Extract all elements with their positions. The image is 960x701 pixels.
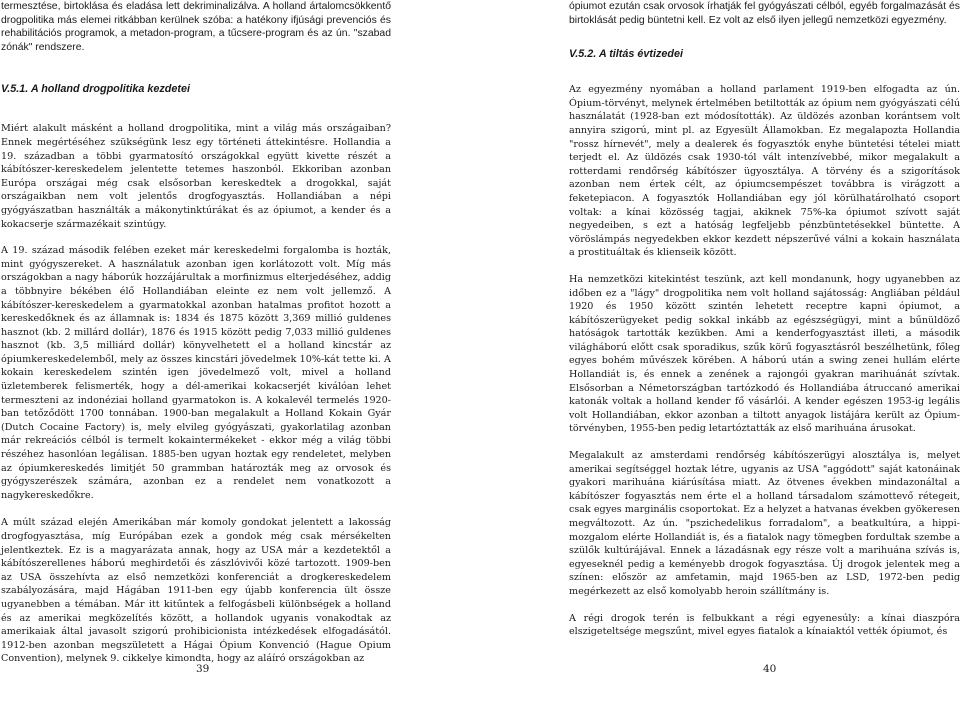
right-page-paragraph-3: Megalakult az amsterdami rendőrség kábítószerügyi alosztálya is, melyet amerikai segítséggel hoztak létre, ugyanis az USA "aggódott" saját katonáinak gyakori marihuána kiárúsítása miatt. Az ötvenes években mindazonáltal a kábítószer fogyasztás nem érte el a holland társadalom számottevő rétegeit, csak egyes marginális csoportokat. Ez a helyzet a hatvanas években gyökeresen megváltozott. Az ún. "pszichedelikus forradalom", a beatkultúra, a hippi-mozgalom elérte Hollandiát is, és a fiatalok nagy tömegben fordultak szembe a szülők kultúrájával. Ennek a lázadásnak egy része volt a marihuána szívás is, egyeseknél pedig a keményebb drogok fogyasztása. Új drogok jelentek meg a színen: először az amfetamin, majd 1965-ben az LSD, 1972-ben pedig megérkezett az első komolyabb heroin szállítmány is. [569, 450, 960, 597]
left-page-paragraph-2: A 19. század második felében ezeket már kereskedelmi forgalomba is hozták, mint gyógyszereket. A használatuk azonban igen korlátozott volt. Míg más országokban a nagy háborúk hozzájárultak a morfinizmus elterjedéséhez, addig a többnyire békében élő Hollandiában eleinte ez nem volt jellemző. A kábítószer-kereskedelem a gyarmatokkal azonban hatalmas profitot hozott a kereskedőknek és az államnak is: 1834 és 1875 között 3,369 millió guldenes hasznot (kb. 2 millárd dollár), 1876 és 1915 között pedig 7,033 millió guldenes hasznot (kb. 3,5 milliárd dollár) könyvelhetett el a holland kincstár az ópiumkereskedelemből, mely az összes kincstári jövedelmek 10%-kát tette ki. A kokain kereskedelem szintén igen jövedelmező volt, mivel a holland üzletemberek felismerték, hogy a dél-amerikai kokacserjét kiválóan lehet termeszteni az indonéziai holland gyarmatokon is. A kokalevél termelés 1920-ban tetőződött 1700 tonnában. 1900-ban megalakult a Holland Kokain Gyár (Dutch Cocaine Factory) is, mely elvileg gyógyászati, gyakorlatilag azonban már rekreációs célból is termelt kokaintermékeket - ekkor még a világ többi részéhez hasonlóan legálisan. 1885-ben ugyan hoztak egy rendeletet, melyben az ópiumkereskedés limitjét 50 grammban határozták meg az orvosok és gyógyszerészek számára, azonban ez a rendelet nem vonatkozott a nagykereskedőkre. [1, 245, 391, 501]
left-page-paragraph-3: A múlt század elején Amerikában már komoly gondokat jelentett a lakosság drogfogyasztása, míg Európában ezek a gondok még csak mérsékelten jelentkeztek. Ez is a magyarázata annak, hogy az USA már a kezdetektől a kábítószerellenes háború meghirdetői és zászlóvivői közé tartozott. 1909-ben az USA összehívta az első nemzetközi konferenciát a drogkereskedelem szabályozására, majd Hágában 1911-ben egy újabb konferencia ült össze ugyanebben a témában. Már itt kitűntek a felfogásbeli különbségek a holland és az amerikai megközelítés között, a hollandok ugyanis vonakodtak az amerikaiak által javasolt szigorú prohibicionista intézkedések elfogadásától. 1912-ben azonban megszületett a Hágai Ópium Konvenció (Hague Opium Convention), melynek 9. cikkelye kimondta, hogy az aláíró országokban az [1, 517, 391, 665]
right-page-intro: ópiumot ezután csak orvosok írhatják fel gyógyászati célból, egyéb forgalmazását és birtoklását pedig büntetni kell. Ez volt az első ilyen jellegű nemzetközi egyezmény. [569, 1, 960, 26]
section-heading-v51: V.5.1. A holland drogpolitika kezdetei [1, 83, 190, 96]
right-page-paragraph-2: Ha nemzetközi kitekintést teszünk, azt kell mondanunk, hogy ugyanebben az időben ez a "lágy" drogpolitika nem volt holland sajátosság: Angliában például 1920 és 1950 között szintén lehetett receptre kapni ópiumot, a kábítószerügyeket pedig sokkal inkább az egészségügyi, mint a bűnüldöző hatóságok tartották kezükben. Ami a kenderfogyasztást illeti, a második világháború előtt csak sporadikus, szűk körű fogyasztásról beszélhetünk, főleg egyes bohém művészek körében. A háború után a swing zenei hullám elérte Hollandiát is, és ennek a zenének a rajongói gyakran marihuánát szívtak. Elsősorban a Németországban tartózkodó és Hollandiába átruccanó amerikai katonák voltak a holland kender fő vásárlói. A kender egészen 1953-ig legális volt Hollandiában, ekkor azonban a tiltott anyagok listájára került az Ópium-törvényben, 1955-ben pedig letartóztatták az első marihuána árusokat. [569, 273, 960, 435]
left-page-paragraph-1: Miért alakult másként a holland drogpolitika, mint a világ más országaiban? Ennek megértéséhez szükségünk lesz egy történeti áttekintésre. Hollandia a 19. században a többi gyarmatosító országokkal együtt kivette részét a kábítószer-kereskedelem jelentette tetemes haszonból. Ekkoriban azonban Európa országai még csak elsősorban kereskedtek a drogokkal, saját országaikban nem volt jelentős drogfogyasztás. Hollandiában a népi gyógyászatban használták a mákonytinktúrákat és az ópiumot, a kender és a kokacserje származékait szintúgy. [1, 123, 391, 230]
right-page-paragraph-1: Az egyezmény nyomában a holland parlament 1919-ben elfogadta az ún. Ópium-törvényt, melynek értelmében betiltották az ópium nem gyógyászati célú használatát (1928-ban ezt módosították). Az üldözés azonban korántsem volt annyira szigorú, mint pl. az Egyesült Államokban. Ez megalapozta Hollandia "rossz hírnevét", mely a dealerek és fogyasztók enyhe büntetési tételei miatt terjedt el. Az üldözés csak 1930-tól vált intenzívebbé, mikor megalakult a rotterdami rendőrség kábítószer ügyosztálya. A törvény és a szigorítások azonban nem értek célt, az ópiumcsempészet továbbra is virágzott a feketepiacon. A fogyasztók Hollandiában egy jól körülhatárolható csoport voltak: a kínai közösség tagjai, akiknek 75%-ka ópiumot szívott saját negyedeiben, s ezt a hatóság legfeljebb pénzbüntetésekkel büntette. A vöröslámpás negyedekben ekkor kezdett népszerűvé válni a kokain használata a prostituáltak és klienseik között. [569, 84, 960, 259]
page-number: 39 [196, 663, 210, 675]
left-page [1, 0, 391, 666]
left-page-intro: termesztése, birtoklása és eladása lett dekriminalizálva. A holland ártalomcsökkentő drogpolitika más elemei ritkábban kerülnek szóba: a hatékony ifjúsági prevenciós és rehabilitációs programok, a metadon-program, a tűcsere-program és az ún. "szabad zónák" rendszere. [1, 1, 391, 53]
section-heading-v52: V.5.2. A tiltás évtizedei [569, 48, 684, 61]
page-number: 40 [763, 663, 777, 675]
right-page [569, 0, 960, 639]
right-page-paragraph-4: A régi drogok terén is felbukkant a régi egyenesúly: a kínai diaszpóra elszigeteltsége megszűnt, mivel egyes fiatalok a kínaiaktól vették ópiumot, és [569, 612, 960, 638]
